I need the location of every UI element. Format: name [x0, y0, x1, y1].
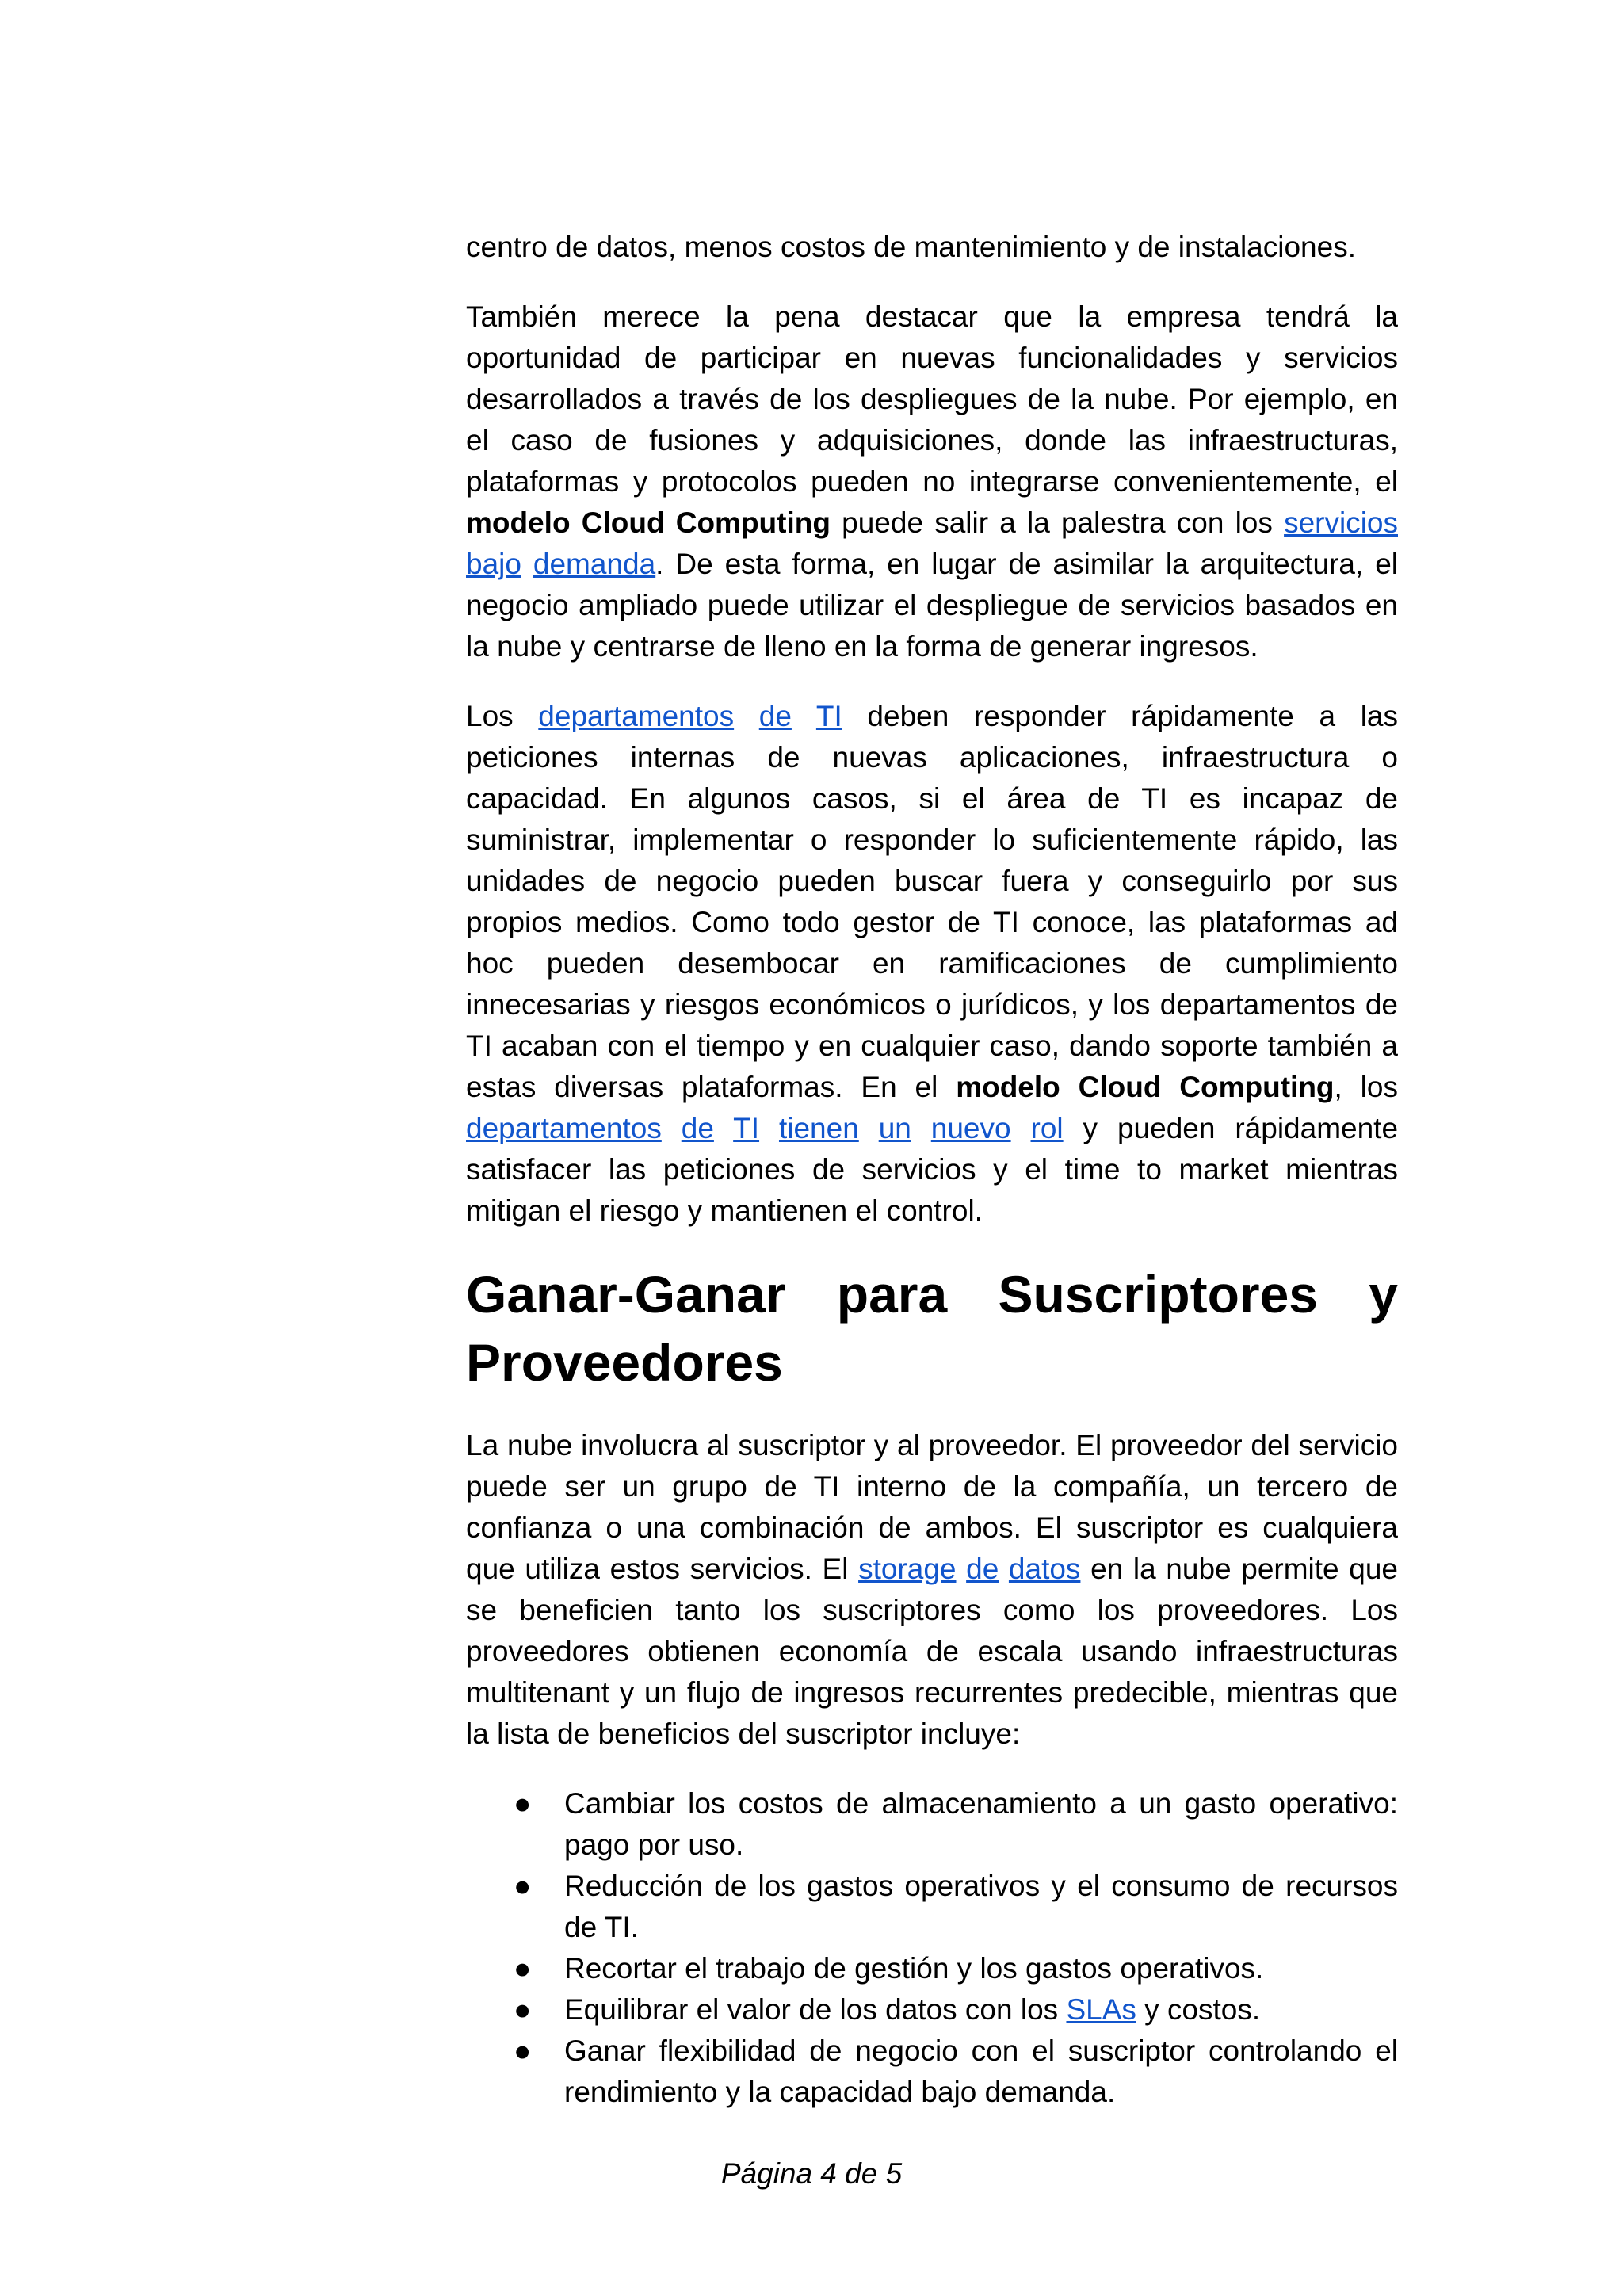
list-item-text: Ganar flexibilidad de negocio con el suscriptor controlando el rendimiento y la capacidad bajo demanda. [564, 2034, 1398, 2108]
link-nuevo[interactable]: nuevo [930, 1112, 1011, 1144]
text-run: en la nube permite que se beneficien tanto los suscriptores como los proveedores. Los proveedores obtienen economía de escala usando infraestructuras multitenant y un flujo de ingresos recurrentes predecible, mientras que la lista de beneficios del suscriptor incluye: [466, 1553, 1398, 1750]
link-demanda[interactable]: demanda [533, 548, 656, 580]
page-content [466, 227, 1398, 2113]
list-item-text: Cambiar los costos de almacenamiento a un gasto operativo: pago por uso. [564, 1787, 1398, 1861]
heading-word: Suscriptores [998, 1265, 1318, 1324]
link-slas[interactable]: SLAs [1066, 1993, 1136, 2026]
bullet-icon: ● [514, 1952, 532, 1985]
list-item [466, 1948, 1398, 1989]
link-bajo[interactable]: bajo [466, 548, 521, 580]
bullet-icon: ● [514, 1787, 532, 1820]
link-storage[interactable]: storage [858, 1553, 957, 1585]
list-item [466, 1866, 1398, 1948]
list-item [466, 1989, 1398, 2030]
list-item-text: Equilibrar el valor de los datos con los [564, 1993, 1067, 2026]
list-item [466, 2030, 1398, 2113]
paragraph-intro: centro de datos, menos costos de mantenimiento y de instalaciones. [466, 231, 1356, 263]
paragraph-fusiones [466, 296, 1398, 667]
bullet-icon: ● [514, 1870, 532, 1902]
paragraph-nube [466, 1425, 1398, 1755]
heading-line-1 [466, 1260, 1398, 1328]
benefits-list [466, 1783, 1398, 2113]
page-footer: Página 4 de 5 [720, 2157, 903, 2190]
link-de-3[interactable]: de [966, 1553, 999, 1585]
link-rol[interactable]: rol [1030, 1112, 1064, 1144]
list-item-text: Reducción de los gastos operativos y el consumo de recursos de TI. [564, 1870, 1398, 1943]
text-run: Los [466, 700, 539, 732]
link-de[interactable]: de [758, 700, 792, 732]
link-ti[interactable]: TI [815, 700, 842, 732]
text-run: . De esta forma, en lugar de asimilar la arquitectura, el negocio ampliado puede utilizar el despliegue de servicios basados en la nube y centrarse de lleno en la forma de generar ingresos. [466, 548, 1398, 663]
bold-text: modelo Cloud Computing [466, 506, 831, 539]
text-run: puede salir a la palestra con los [830, 506, 1285, 539]
bullet-icon: ● [514, 2034, 532, 2067]
paragraph-departamentos [466, 696, 1398, 1232]
link-departamentos-2[interactable]: departamentos [466, 1112, 662, 1144]
text-run: , los [1334, 1071, 1398, 1103]
link-departamentos[interactable]: departamentos [538, 700, 735, 732]
list-item-text: Recortar el trabajo de gestión y los gastos operativos. [564, 1952, 1264, 1985]
link-ti-2[interactable]: TI [733, 1112, 760, 1144]
heading-line-2: Proveedores [466, 1333, 783, 1392]
link-tienen[interactable]: tienen [778, 1112, 859, 1144]
text-run: También merece la pena destacar que la empresa tendrá la oportunidad de participar en nuevas funcionalidades y servicios desarrollados a través de los despliegues de la nube. Por ejemplo, en el caso de fusiones y adquisiciones, donde las infraestructuras, plataformas y protocolos pueden no integrarse convenientemente, el [466, 300, 1398, 498]
bullet-icon: ● [514, 1993, 532, 2026]
link-un[interactable]: un [878, 1112, 911, 1144]
section-heading [466, 1260, 1398, 1396]
text-run: La nube involucra al suscriptor y al proveedor. El proveedor del servicio puede ser un grupo de TI interno de la compañía, un tercero de confianza o una combinación de ambos. El suscriptor es cualquiera que utiliza estos servicios. El [466, 1429, 1398, 1585]
heading-word: Ganar-Ganar [466, 1265, 786, 1324]
heading-word: para [836, 1265, 948, 1324]
text-run: y pueden rápidamente satisfacer las peticiones de servicios y el time to market mientras mitigan el riesgo y mantienen el control. [466, 1112, 1399, 1227]
link-datos[interactable]: datos [1008, 1553, 1081, 1585]
text-run: deben responder rápidamente a las peticiones internas de nuevas aplicaciones, infraestructura o capacidad. En algunos casos, si el área de TI es incapaz de suministrar, implementar o responder lo suficientemente rápido, las unidades de negocio pueden buscar fuera y conseguirlo por sus propios medios. Como todo gestor de TI conoce, las plataformas ad hoc pueden desembocar en ramificaciones de cumplimiento innecesarias y riesgos económicos o jurídicos, y los departamentos de TI acaban con el tiempo y en cualquier caso, dando soporte también a estas diversas plataformas. En el [466, 700, 1398, 1103]
list-item [466, 1783, 1398, 1866]
link-de-2[interactable]: de [681, 1112, 714, 1144]
list-item-text: y costos. [1136, 1993, 1261, 2026]
heading-word: y [1369, 1265, 1398, 1324]
bold-text: modelo Cloud Computing [956, 1071, 1335, 1103]
link-servicios[interactable]: servicios [1284, 506, 1398, 539]
